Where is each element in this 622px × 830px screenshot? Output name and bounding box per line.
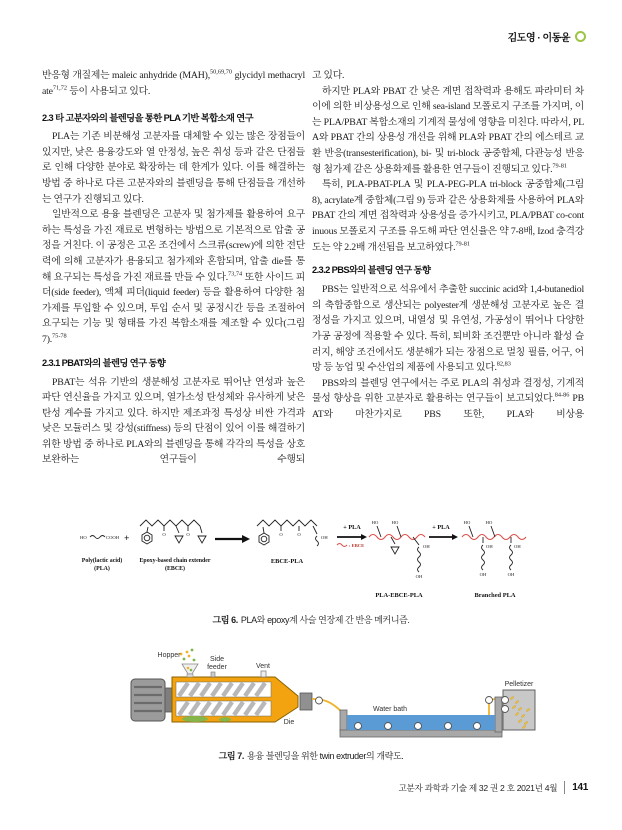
ref-sup: 79-81 <box>552 162 568 170</box>
atom-label: HO <box>485 520 493 525</box>
atom-label: OH <box>514 544 521 549</box>
structure-label: (EBCE) <box>165 566 185 572</box>
caption-number: 그림 6. <box>212 615 238 625</box>
paragraph-pbat: PBAT는 석유 기반의 생분해성 고분자로 뛰어난 연성과 높은 파단 연신율을 가지고 있으며, 열가소성 탄성체와 유사하게 낮은 탄성 계수를 가지고 있다. 하지만 제조과정 특성상 비싼 가격과 낮은 모듈러스 및 강성(stiffness) 등의 단점이 있어 이를 해결하기 위한 방법 중 하나로 PLA와의 블렌딩을 통해 각각의 특성을 상호보완하는 연구들이 수행되 <box>42 376 305 466</box>
plus-pla-arrow-2 <box>429 524 458 540</box>
figure-7-caption <box>0 749 622 762</box>
caption-text: 용융 블렌딩을 위한 twin extruder의 개략도. <box>247 751 404 761</box>
reaction-arrow <box>215 535 250 543</box>
ref-sup: 84-86 <box>554 392 570 400</box>
paragraph-modifiers: 반응형 개질제는 maleic anhydride (MAH),$^{50,69,70}$ glycidyl methacrylate$^{71,72}$ 등이 사용되고 있다. <box>42 68 306 97</box>
figure-7-twin-extruder <box>125 648 540 744</box>
water-bath-label: Water bath <box>373 706 407 713</box>
ref-sup: 50,69,70 <box>209 68 233 76</box>
structure-label: Branched PLA <box>474 592 516 599</box>
arrow-label: + PLA <box>432 524 450 531</box>
caption-text: PLA와 epoxy계 사슬 연장제 간 반응 메커니즘. <box>240 615 410 625</box>
melt-material <box>182 716 208 722</box>
atom-label: HO <box>371 520 379 525</box>
structure-label: Epoxy-based chain extender <box>139 558 211 564</box>
atom-label: O <box>186 532 190 537</box>
paragraph-triblock: 특히, PLA-PBAT-PLA 및 PLA-PEG-PLA tri-block 공중합체(그림 8), acrylate계 중합체(그림 9) 등과 같은 상용화제를 사용하여 PLA와 PBAT 간의 계면 접착력과 상용성을 증가시키고, PLA/PBAT co-continuous 모폴로지 구조를 유도해 파단 연신율은 약 7-8배, Izod 충격강도는 약 2.2배 개선됨을 보고하였다.$^{79-81}$ <box>312 179 584 253</box>
side-feeder-label: Side <box>209 656 225 663</box>
ebce-pla-structure <box>257 520 328 546</box>
caption-number: 그림 7. <box>218 751 245 761</box>
side-feeder-label: feeder <box>207 664 227 671</box>
footer-divider <box>564 781 565 794</box>
pla-structure <box>80 535 122 572</box>
atom-label: OH <box>415 574 423 579</box>
atom-label: O <box>279 532 283 537</box>
ref-sup: 71,72 <box>52 84 67 92</box>
paragraph-pla-limits: PLA는 기존 비분해성 고분자를 대체할 수 있는 많은 장점들이 있지만, 낮은 용융강도와 열 안정성, 높은 취성 등과 같은 단점들로 인해 다양한 분야로 확장하는 데 한계가 있다. 이를 해결하는 방법 중 하나로 다른 고분자와의 블렌딩을 통해 단점들을 개선하는 연구가 진행되고 있다. <box>42 131 305 205</box>
paragraph-continuation: 고 있다. <box>312 70 345 81</box>
ref-sup: 73,74 <box>227 270 243 278</box>
pelletizer <box>502 690 536 730</box>
section-heading-2-3: 2.3 타 고분자와의 블렌딩을 통한 PLA 기반 복합소재 연구 <box>42 113 254 124</box>
melt-material <box>219 717 231 721</box>
plus-sign: + <box>124 534 130 544</box>
plus-pla-arrow-1 <box>337 524 367 548</box>
paragraph-pbs-blending: PBS와의 블렌딩 연구에서는 주로 PLA의 취성과 결정성, 기계적 물성 향상을 위한 고분자로 활용하는 연구들이 보고되었다.$^{84-86}$ PBAT와 마찬가지로 PBS 또한, PLA와 비상용 <box>312 377 584 420</box>
atom-label: OH <box>486 544 493 549</box>
atom-label: O <box>162 532 166 537</box>
page-footer <box>399 781 588 794</box>
header-authors <box>508 29 586 44</box>
motor <box>131 679 172 721</box>
atom-label: O <box>297 532 301 537</box>
page-number: 141 <box>572 782 588 793</box>
section-heading-2-3-1: 2.3.1 PBAT와의 블렌딩 연구 동향 <box>42 357 166 368</box>
journal-bullet-icon <box>575 31 586 42</box>
atom-label: HO <box>391 520 399 525</box>
die-label: Die <box>283 719 295 726</box>
arrow-label: + PLA <box>343 524 361 531</box>
journal-info: 고분자 과학과 기술 제 32 권 2 호 2021년 4월 <box>398 782 558 793</box>
hopper <box>180 649 198 677</box>
author-names: 김도영 · 이동윤 <box>507 33 570 44</box>
atom-label: OH <box>321 535 328 540</box>
side-feeder <box>211 672 215 677</box>
ref-sup: 79-81 <box>455 240 471 248</box>
left-column <box>42 68 305 468</box>
atom-label: COOH <box>106 535 120 540</box>
vent-pipe <box>261 671 266 677</box>
structure-label: (PLA) <box>94 566 110 572</box>
water-bath <box>340 697 502 737</box>
ref-sup: 75-78 <box>52 332 67 340</box>
atom-label: OH <box>423 544 430 549</box>
hopper-label: Hopper <box>157 652 181 659</box>
reaction-scheme-svg <box>75 512 555 610</box>
section-heading-2-3-2: 2.3.2 PBS와의 블렌딩 연구 동향 <box>312 265 431 276</box>
paragraph-melt-blending: 일반적으로 용융 블렌딩은 고분자 및 첨가제를 활용하여 요구하는 특성을 가진 재료로 변형하는 방법으로 기본적으로 압출 공정을 거친다. 이 공정은 고온 조건에서 스크류(screw)에 의한 전단력에 의해 고분자가 용융되고 첨가제와 혼합되며, 압출 die를 통해 요구되는 특성을 가진 재료를 만들 수 있다.$^{73,74}$ 또한 사이드 피더(side feeder), 액체 피더(liquid feeder) 등을 활용하여 다양한 첨가제를 투입할 수 있으며, 투입 순서 및 공정시간 등을 조절하여 요구되는 기능 및 형태를 가진 복합소재를 제조할 수 있다(그림 7).$^{75-78}$ <box>42 209 305 345</box>
atom-label: HO <box>463 520 471 525</box>
ebce-legend-label: : EBCE <box>349 543 365 548</box>
figure-6-reaction-mechanism <box>75 512 555 610</box>
ebce-structure <box>140 520 206 544</box>
ref-sup: 82,83 <box>496 360 511 368</box>
structure-label: PLA-EBCE-PLA <box>375 592 423 599</box>
branched-pla-structure <box>462 520 526 577</box>
paragraph-compatibility: 하지만 PLA와 PBAT 간 낮은 계면 접착력과 용해도 파라미터 차이에 의한 비상용성으로 인해 sea-island 모폴로지 구조를 가지며, 이는 PLA/PBAT 복합소재의 기계적 물성에 영향을 미친다. 따라서, PLA와 PBAT 간의 상용성 개선을 위해 PLA와 PBAT 간의 에스테르 교환 반응(transesterification), bi- 및 tri-block 공중합체, 다관능성 반응형 첨가제 같은 상용화제를 활용한 연구들이 진행되고 있다.$^{79-81}$ <box>312 85 584 175</box>
pla-ebce-pla-structure <box>369 520 430 579</box>
right-column <box>312 68 584 422</box>
extruder-schematic-svg <box>125 648 540 744</box>
figure-6-caption <box>0 613 622 626</box>
die-block <box>300 693 312 710</box>
atom-label: HO <box>80 535 87 540</box>
atom-label: OH <box>507 572 515 577</box>
atom-label: OH <box>479 572 487 577</box>
paragraph-pbs: PBS는 일반적으로 석유에서 추출한 succinic acid와 1,4-butanediol의 축합중합으로 생산되는 polyester계 생분해성 고분자로 높은 결정성을 가지고 있으며, 내열성 및 유연성, 가공성이 뛰어나 다양한 가공 공정에 적용할 수 있다. 특히, 퇴비화 조건뿐만 아니라 활성 슬러지, 해양 조건에서도 생분해가 되는 장점으로 멀칭 필름, 어구, 어망 등 농업 및 수산업의 제품에 사용되고 있다.$^{82,83}$ <box>312 284 585 374</box>
pelletizer-label: Pelletizer <box>504 681 534 688</box>
structure-label: Poly(lactic acid) <box>81 558 123 564</box>
structure-label: EBCE-PLA <box>270 558 304 565</box>
ebce-legend-squiggle <box>337 544 347 547</box>
vent-label: Vent <box>255 663 271 670</box>
